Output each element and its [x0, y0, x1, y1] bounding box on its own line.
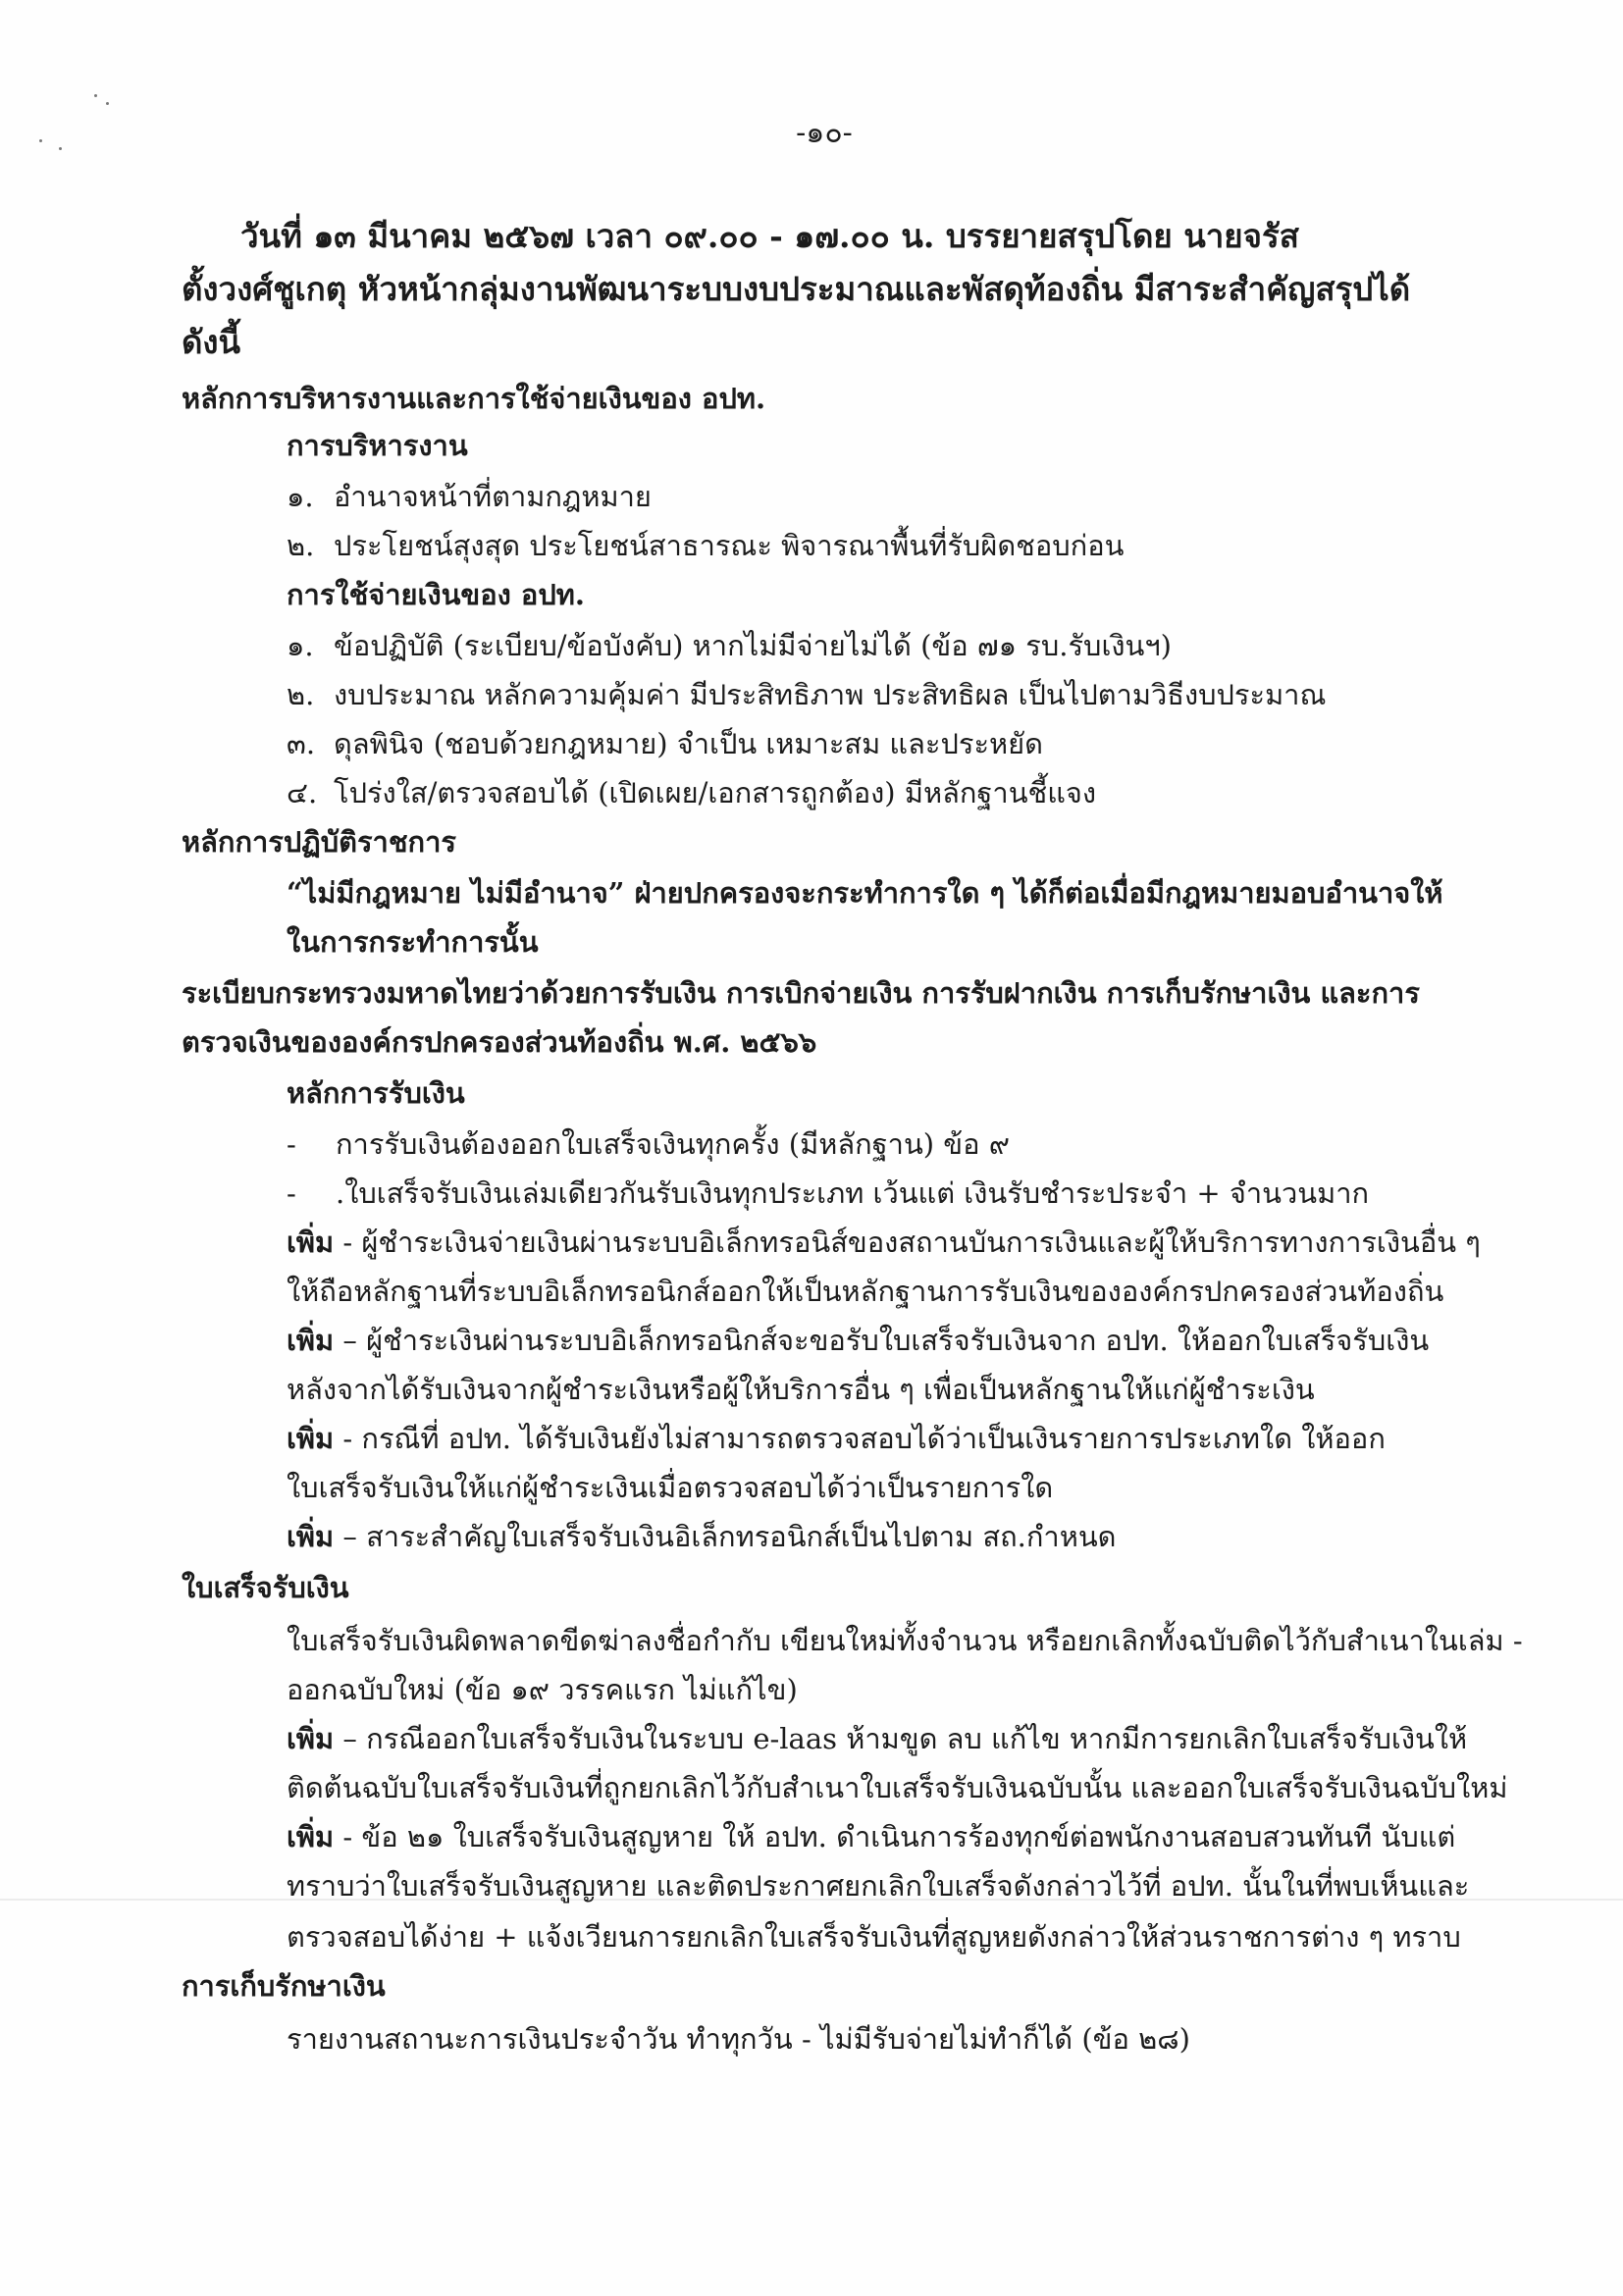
addition-continuation: ใบเสร็จรับเงินให้แก่ผู้ชำระเงินเมื่อตรวจสอบได้ว่าเป็นรายการใด: [287, 1471, 1054, 1504]
addition-label: เพิ่ม: [287, 1520, 335, 1553]
list-item-text: โปร่งใส/ตรวจสอบได้ (เปิดเผย/เอกสารถูกต้อง) มีหลักฐานชี้แจง: [334, 776, 1097, 809]
bullet-text: .ใบเสร็จรับเงินเล่มเดียวกันรับเงินทุกประเภท เว้นแต่ เงินรับชำระประจำ + จำนวนมาก: [336, 1176, 1370, 1210]
addition-line: [287, 1719, 1467, 1758]
addition-line: [287, 1321, 1429, 1360]
paragraph-line: “ไม่มีกฎหมาย ไม่มีอำนาจ” ฝ่ายปกครองจะกระทำการใด ๆ ได้ก็ต่อเมื่อมีกฎหมายมอบอำนาจให้: [287, 876, 1443, 910]
regulation-title-line-2: ตรวจเงินขององค์กรปกครองส่วนท้องถิ่น พ.ศ. ๒๕๖๖: [182, 1025, 817, 1059]
scan-speck: [94, 94, 97, 97]
list-item-number: ๓.: [287, 727, 316, 760]
list-item: [287, 626, 1172, 665]
addition-label: เพิ่ม: [287, 1722, 335, 1755]
list-item: [287, 526, 1124, 565]
section-heading-administration: หลักการบริหารงานและการใช้จ่ายเงินของ อปท.: [182, 382, 766, 415]
bullet-item: [287, 1174, 1369, 1213]
list-item-number: ๑.: [287, 480, 314, 513]
addition-line: [287, 1517, 1117, 1556]
bullet-mark: -: [287, 1127, 296, 1161]
list-item-number: ๒.: [287, 678, 315, 711]
list-item-number: ๔.: [287, 776, 318, 809]
regulation-title-line-1: ระเบียบกระทรวงมหาดไทยว่าด้วยการรับเงิน การเบิกจ่ายเงิน การรับฝากเงิน การเก็บรักษาเงิน และการ: [182, 976, 1420, 1010]
addition-text: – กรณีออกใบเสร็จรับเงินในระบบ e-laas ห้ามขูด ลบ แก้ไข หากมีการยกเลิกใบเสร็จรับเงินให้: [334, 1722, 1468, 1755]
addition-line: [287, 1223, 1481, 1262]
addition-text: - ข้อ ๒๑ ใบเสร็จรับเงินสูญหาย ให้ อปท. ดำเนินการร้องทุกข์ต่อพนักงานสอบสวนทันที นับแต่: [334, 1820, 1456, 1853]
paragraph-line: ใบเสร็จรับเงินผิดพลาดขีดฆ่าลงชื่อกำกับ เขียนใหม่ทั้งจำนวน หรือยกเลิกทั้งฉบับติดไว้กับสำเนาในเล่ม -: [287, 1624, 1523, 1657]
section-heading-civil-service: หลักการปฏิบัติราชการ: [182, 825, 456, 859]
scan-speck: [106, 102, 109, 105]
intro-line-1: วันที่ ๑๓ มีนาคม ๒๕๖๗ เวลา ๐๙.๐๐ - ๑๗.๐๐ น. บรรยายสรุปโดย นายจรัส: [240, 217, 1299, 255]
section-heading-receipt: ใบเสร็จรับเงิน: [182, 1571, 349, 1604]
addition-continuation: ติดต้นฉบับใบเสร็จรับเงินที่ถูกยกเลิกไว้กับสำเนาใบเสร็จรับเงินฉบับนั้น และออกใบเสร็จรับเงินฉบับใหม่: [287, 1771, 1508, 1804]
bullet-text: การรับเงินต้องออกใบเสร็จเงินทุกครั้ง (มีหลักฐาน) ข้อ ๙: [336, 1127, 1010, 1161]
addition-text: – สาระสำคัญใบเสร็จรับเงินอิเล็กทรอนิกส์เป็นไปตาม สถ.กำหนด: [334, 1520, 1117, 1553]
scan-speck: [39, 139, 42, 142]
list-item: [287, 675, 1326, 714]
list-item-text: ข้อปฏิบัติ (ระเบียบ/ข้อบังคับ) หากไม่มีจ่ายไม่ได้ (ข้อ ๗๑ รบ.รับเงินฯ): [334, 629, 1172, 662]
addition-label: เพิ่ม: [287, 1226, 335, 1259]
intro-line-3: ดังนี้: [182, 323, 241, 361]
list-item-number: ๑.: [287, 629, 314, 662]
addition-line: [287, 1817, 1455, 1856]
bullet-mark: -: [287, 1176, 296, 1210]
paragraph-line: ในการกระทำการนั้น: [287, 925, 539, 959]
addition-continuation: หลังจากได้รับเงินจากผู้ชำระเงินหรือผู้ให้บริการอื่น ๆ เพื่อเป็นหลักฐานให้แก่ผู้ชำระเงิน: [287, 1373, 1315, 1406]
addition-continuation: ทราบว่าใบเสร็จรับเงินสูญหาย และติดประกาศยกเลิกใบเสร็จดังกล่าวไว้ที่ อปท. นั้นในที่พบเห็นและ: [287, 1869, 1470, 1903]
list-item-text: อำนาจหน้าที่ตามกฎหมาย: [334, 480, 652, 513]
list-item-text: งบประมาณ หลักความคุ้มค่า มีประสิทธิภาพ ประสิทธิผล เป็นไปตามวิธีงบประมาณ: [334, 678, 1327, 711]
list-item: [287, 724, 1043, 763]
list-item: [287, 773, 1096, 812]
addition-label: เพิ่ม: [287, 1324, 335, 1357]
addition-line: [287, 1419, 1386, 1458]
addition-text: – ผู้ชำระเงินผ่านระบบอิเล็กทรอนิกส์จะขอรับใบเสร็จรับเงินจาก อปท. ให้ออกใบเสร็จรับเงิน: [334, 1324, 1430, 1357]
addition-label: เพิ่ม: [287, 1820, 335, 1853]
bullet-item: [287, 1124, 1010, 1164]
addition-continuation: ให้ถือหลักฐานที่ระบบอิเล็กทรอนิกส์ออกให้เป็นหลักฐานการรับเงินขององค์กรปกครองส่วนท้องถิ่น: [287, 1275, 1444, 1308]
scan-speck: [59, 147, 62, 150]
list-item-number: ๒.: [287, 529, 315, 562]
addition-text: - ผู้ชำระเงินจ่ายเงินผ่านระบบอิเล็กทรอนิส์ของสถานบันการเงินและผู้ให้บริการทางการเงินอื่น ๆ: [334, 1226, 1481, 1259]
paragraph-line: รายงานสถานะการเงินประจำวัน ทำทุกวัน - ไม่มีรับจ่ายไม่ทำก็ได้ (ข้อ ๒๘): [287, 2022, 1190, 2056]
subheading-receiving-money: หลักการรับเงิน: [287, 1076, 465, 1110]
list-item-text: ประโยชน์สุงสุด ประโยชน์สาธารณะ พิจารณาพื้นที่รับผิดชอบก่อน: [334, 529, 1125, 562]
subheading-spending: การใช้จ่ายเงินของ อปท.: [287, 578, 585, 611]
subheading-admin: การบริหารงาน: [287, 429, 468, 462]
page-number: -๑๐-: [796, 116, 853, 150]
intro-line-2: ตั้งวงศ์ชูเกตุ หัวหน้ากลุ่มงานพัฒนาระบบงบประมาณและพัสดุท้องถิ่น มีสาระสำคัญสรุปได้: [182, 270, 1411, 308]
paragraph-line: ออกฉบับใหม่ (ข้อ ๑๙ วรรคแรก ไม่แก้ไข): [287, 1673, 798, 1706]
addition-continuation: ตรวจสอบได้ง่าย + แจ้งเวียนการยกเลิกใบเสร็จรับเงินที่สูญหยดังกล่าวให้ส่วนราชการต่าง ๆ ทราบ: [287, 1920, 1461, 1954]
addition-text: - กรณีที่ อปท. ได้รับเงินยังไม่สามารถตรวจสอบได้ว่าเป็นเงินรายการประเภทใด ให้ออก: [334, 1422, 1386, 1455]
addition-label: เพิ่ม: [287, 1422, 335, 1455]
list-item-text: ดุลพินิจ (ชอบด้วยกฎหมาย) จำเป็น เหมาะสม และประหยัด: [334, 727, 1043, 760]
list-item: [287, 477, 652, 516]
section-heading-keeping-money: การเก็บรักษาเงิน: [182, 1969, 386, 2003]
